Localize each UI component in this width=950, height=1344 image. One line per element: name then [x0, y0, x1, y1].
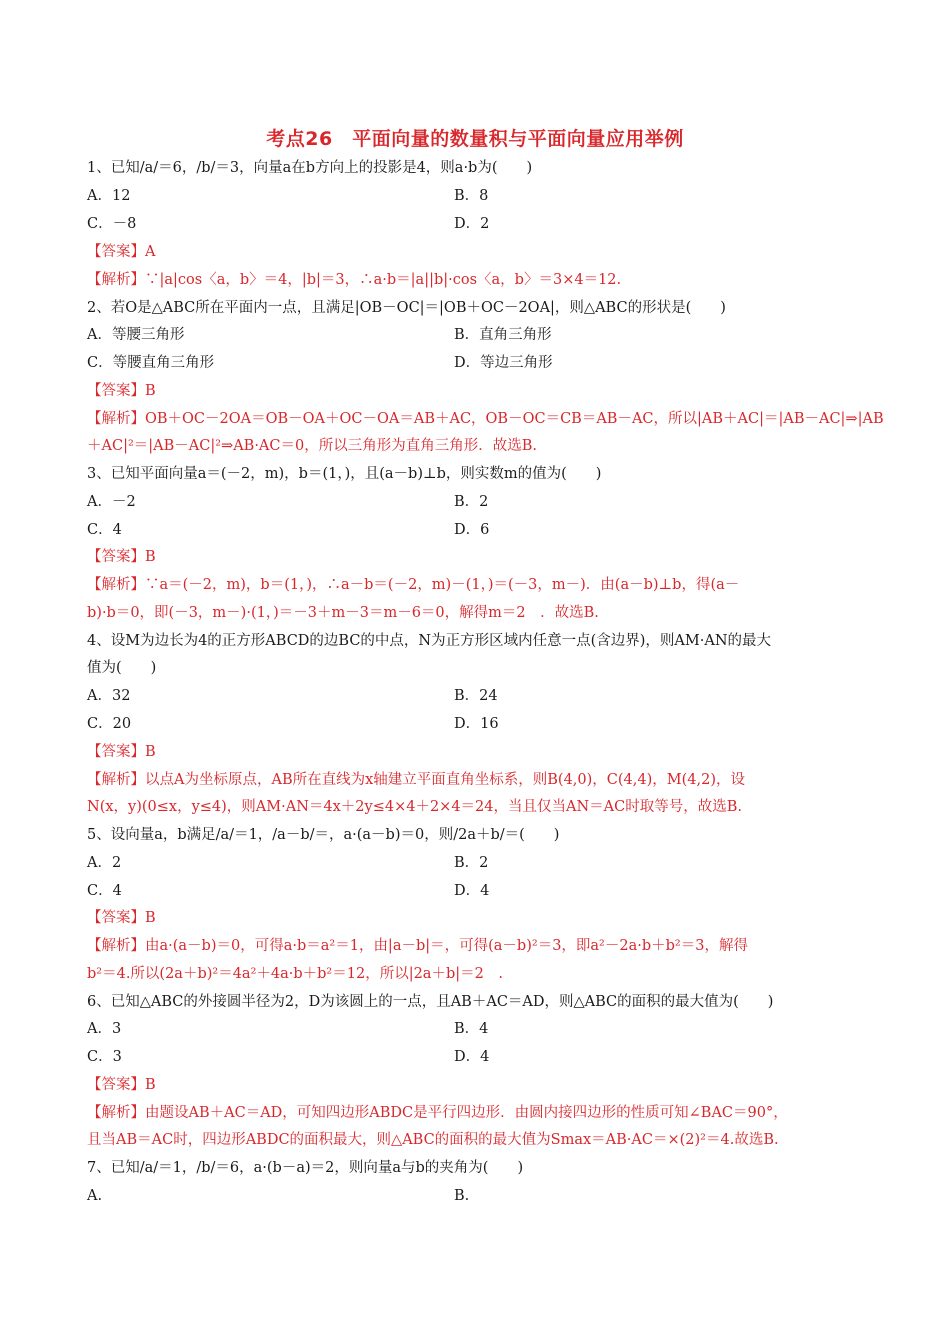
question-6-option-b: B．4 [454, 1021, 489, 1037]
question-3-option-a: A．－2 [87, 494, 136, 510]
question-3-analysis-line-1: 【解析】∵a＝(－2，m)，b＝(1，)，∴a－b＝(－2，m)－(1，)＝(－3，m－)．由(a－b)⊥b，得(a－ [87, 577, 740, 593]
question-5-option-a: A．2 [87, 855, 122, 871]
question-5-option-c: C．4 [87, 883, 122, 899]
question-5-answer: 【答案】B [87, 910, 156, 926]
question-2-option-b: B．直角三角形 [454, 327, 552, 343]
question-4-option-a: A．32 [87, 688, 131, 704]
question-2-stem: 2、若O是△ABC所在平面内一点，且满足|OB－OC|＝|OB＋OC－2OA|，则△ABC的形状是( ) [87, 300, 726, 316]
question-6-option-a: A．3 [87, 1021, 122, 1037]
question-7-option-b: B. [454, 1188, 470, 1204]
question-4-option-b: B．24 [454, 688, 498, 704]
question-4-answer: 【答案】B [87, 744, 156, 760]
question-6-stem: 6、已知△ABC的外接圆半径为2，D为该圆上的一点，且AB＋AC＝AD，则△ABC的面积的最大值为( ) [87, 994, 774, 1010]
question-4-analysis-line-2: N(x，y)(0≤x，y≤4)，则AM·AN＝4x＋2y≤4×4＋2×4＝24，当且仅当AN＝AC时取等号，故选B. [87, 799, 742, 815]
question-1-analysis: 【解析】∵|a|cos〈a，b〉＝4，|b|＝3，∴a·b＝|a||b|·cos〈a，b〉＝3×4＝12. [87, 272, 622, 288]
question-1-stem: 1、已知/a/＝6，/b/＝3，向量a在b方向上的投影是4，则a·b为( ) [87, 160, 533, 176]
question-3-analysis-line-2: b)·b＝0，即(－3，m－)·(1，)＝－3＋m－3＝m－6＝0，解得m＝2 ．故选B. [87, 605, 599, 621]
question-1-option-a: A．12 [87, 188, 131, 204]
question-1-option-c: C．－8 [87, 216, 137, 232]
question-3-option-b: B．2 [454, 494, 489, 510]
question-5-analysis-line-1: 【解析】由a·(a－b)＝0，可得a·b＝a²＝1，由|a－b|＝，可得(a－b)²＝3，即a²－2a·b＋b²＝3，解得 [87, 938, 748, 954]
question-6-option-c: C．3 [87, 1049, 122, 1065]
question-4-option-d: D．16 [454, 716, 499, 732]
question-4-stem-line-2: 值为( ) [87, 660, 157, 676]
page-title: 考点26 平面向量的数量积与平面向量应用举例 [266, 128, 684, 150]
question-7-option-a: A. [87, 1188, 103, 1204]
question-2-option-c: C．等腰直角三角形 [87, 355, 215, 371]
question-7-stem: 7、已知/a/＝1，/b/＝6，a·(b－a)＝2，则向量a与b的夹角为( ) [87, 1160, 524, 1176]
question-3-option-d: D．6 [454, 522, 490, 538]
question-4-analysis-line-1: 【解析】以点A为坐标原点，AB所在直线为x轴建立平面直角坐标系，则B(4,0)，C(4,4)，M(4,2)，设 [87, 772, 745, 788]
question-6-analysis-line-1: 【解析】由题设AB＋AC＝AD，可知四边形ABDC是平行四边形．由圆内接四边形的性质可知∠BAC＝90°， [87, 1105, 788, 1121]
question-1-option-d: D．2 [454, 216, 490, 232]
question-1-option-b: B．8 [454, 188, 489, 204]
question-5-option-b: B．2 [454, 855, 489, 871]
question-6-analysis-line-2: 且当AB＝AC时，四边形ABDC的面积最大，则△ABC的面积的最大值为Smax＝AB·AC＝×(2)²＝4.故选B. [87, 1132, 779, 1148]
question-3-option-c: C．4 [87, 522, 122, 538]
question-5-stem: 5、设向量a，b满足/a/＝1，/a－b/＝，a·(a－b)＝0，则/2a＋b/＝( ) [87, 827, 560, 843]
question-2-option-d: D．等边三角形 [454, 355, 553, 371]
question-3-answer: 【答案】B [87, 549, 156, 565]
question-4-option-c: C．20 [87, 716, 132, 732]
question-2-analysis-line-1: 【解析】OB＋OC－2OA＝OB－OA＋OC－OA＝AB＋AC，OB－OC＝CB＝AB－AC，所以|AB＋AC|＝|AB－AC|⇒|AB [87, 411, 884, 427]
question-6-option-d: D．4 [454, 1049, 490, 1065]
question-2-answer: 【答案】B [87, 383, 156, 399]
question-2-analysis-line-2: ＋AC|²＝|AB－AC|²⇒AB·AC＝0，所以三角形为直角三角形．故选B. [87, 438, 537, 454]
question-2-option-a: A．等腰三角形 [87, 327, 185, 343]
question-3-stem: 3、已知平面向量a＝(－2，m)，b＝(1，)，且(a－b)⊥b，则实数m的值为( ) [87, 466, 602, 482]
question-4-stem-line-1: 4、设M为边长为4的正方形ABCD的边BC的中点，N为正方形区域内任意一点(含边界)，则AM·AN的最大 [87, 633, 772, 649]
question-5-analysis-line-2: b²＝4.所以(2a＋b)²＝4a²＋4a·b＋b²＝12，所以|2a＋b|＝2 . [87, 966, 503, 982]
question-1-answer: 【答案】A [87, 244, 156, 260]
question-5-option-d: D．4 [454, 883, 490, 899]
question-6-answer: 【答案】B [87, 1077, 156, 1093]
